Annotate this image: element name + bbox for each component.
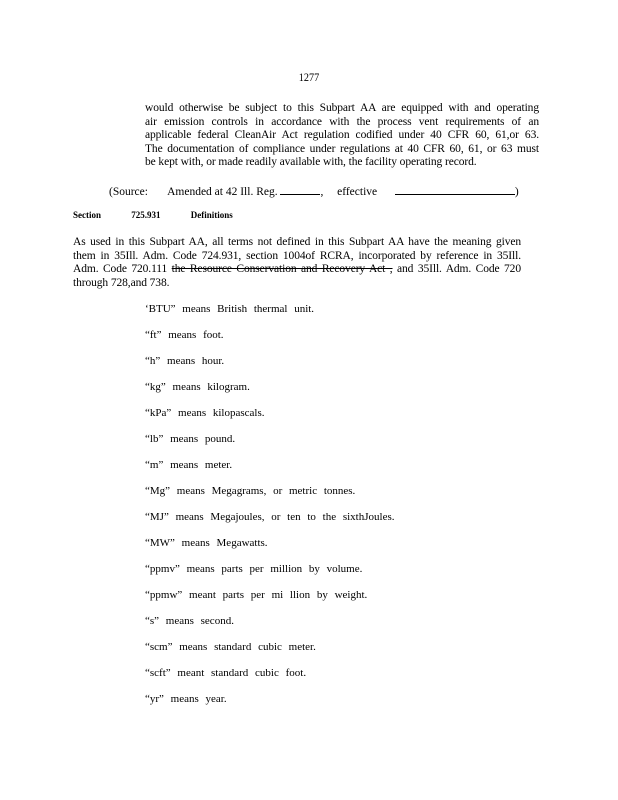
effective-date-blank: [395, 183, 515, 195]
defs-line: As used in this Subpart AA, all terms not defined in this Subpart AA have the meaning given: [73, 236, 521, 248]
definition-item: “lb” means pound.: [145, 433, 236, 445]
register-blank: [280, 183, 320, 195]
defs-line: them in 35Ill. Adm. Code 724.931, section 1004of RCRA, incorporated by reference in 35Ill.: [73, 249, 521, 262]
intro-line: The documentation of compliance under regulations at 40 CFR 60, 61, or 63 must: [145, 142, 539, 155]
section-heading: [73, 210, 261, 220]
definition-item: “scft” meant standard cubic foot.: [145, 667, 307, 679]
definition-item: “yr” means year.: [145, 693, 227, 705]
section-title: Definitions: [190, 210, 233, 220]
definition-item: “h” means hour.: [145, 355, 225, 367]
source-close: ): [514, 186, 519, 198]
intro-line: be kept with, or made readily available with, the facility operating record.: [145, 156, 477, 169]
definition-item: ‘BTU” means British thermal unit.: [145, 303, 315, 315]
definition-item: “MW” means Megawatts.: [145, 537, 268, 549]
definitions-list: [145, 302, 395, 718]
defs-line: [73, 263, 521, 277]
intro-paragraph: [145, 102, 539, 170]
defs-line: through 728,and 738.: [73, 276, 170, 289]
source-effective: effective: [337, 186, 378, 198]
intro-line: applicable federal CleanAir Act regulation codified under 40 CFR 60, 61,or 63.: [145, 129, 539, 142]
source-amended: Amended at 42 Ill. Reg.: [167, 186, 278, 198]
definition-item: “ppmw” meant parts per mi llion by weight.: [145, 589, 368, 601]
definition-item: “kPa” means kilopascals.: [145, 407, 265, 419]
definition-item: “m” means meter.: [145, 459, 233, 471]
source-label: (Source:: [109, 186, 148, 198]
page-number: 1277: [298, 70, 320, 84]
defs-line-part: Adm. Code 720.111: [73, 263, 168, 276]
source-sep: ,: [320, 186, 324, 198]
section-number: 725.931: [131, 210, 161, 220]
source-note: [109, 183, 519, 198]
section-label: Section: [73, 210, 101, 220]
definition-item: “ft” means foot.: [145, 329, 224, 341]
definition-item: “Mg” means Megagrams, or metric tonnes.: [145, 485, 356, 497]
definition-item: “MJ” means Megajoules, or ten to the sixthJoules.: [145, 511, 395, 523]
definition-item: “kg” means kilogram.: [145, 381, 250, 393]
definitions-paragraph: [73, 236, 521, 290]
definition-item: “scm” means standard cubic meter.: [145, 641, 316, 653]
struck-text: the Resource Conservation and Recovery Act ,: [171, 263, 393, 276]
defs-line-part: and 35Ill. Adm. Code 720: [397, 263, 521, 276]
definition-item: “s” means second.: [145, 615, 234, 627]
definition-item: “ppmv” means parts per million by volume.: [145, 563, 363, 575]
intro-line: would otherwise be subject to this Subpart AA are equipped with and operating: [145, 102, 539, 114]
intro-line: air emission controls in accordance with the process vent requirements of an: [145, 115, 539, 128]
